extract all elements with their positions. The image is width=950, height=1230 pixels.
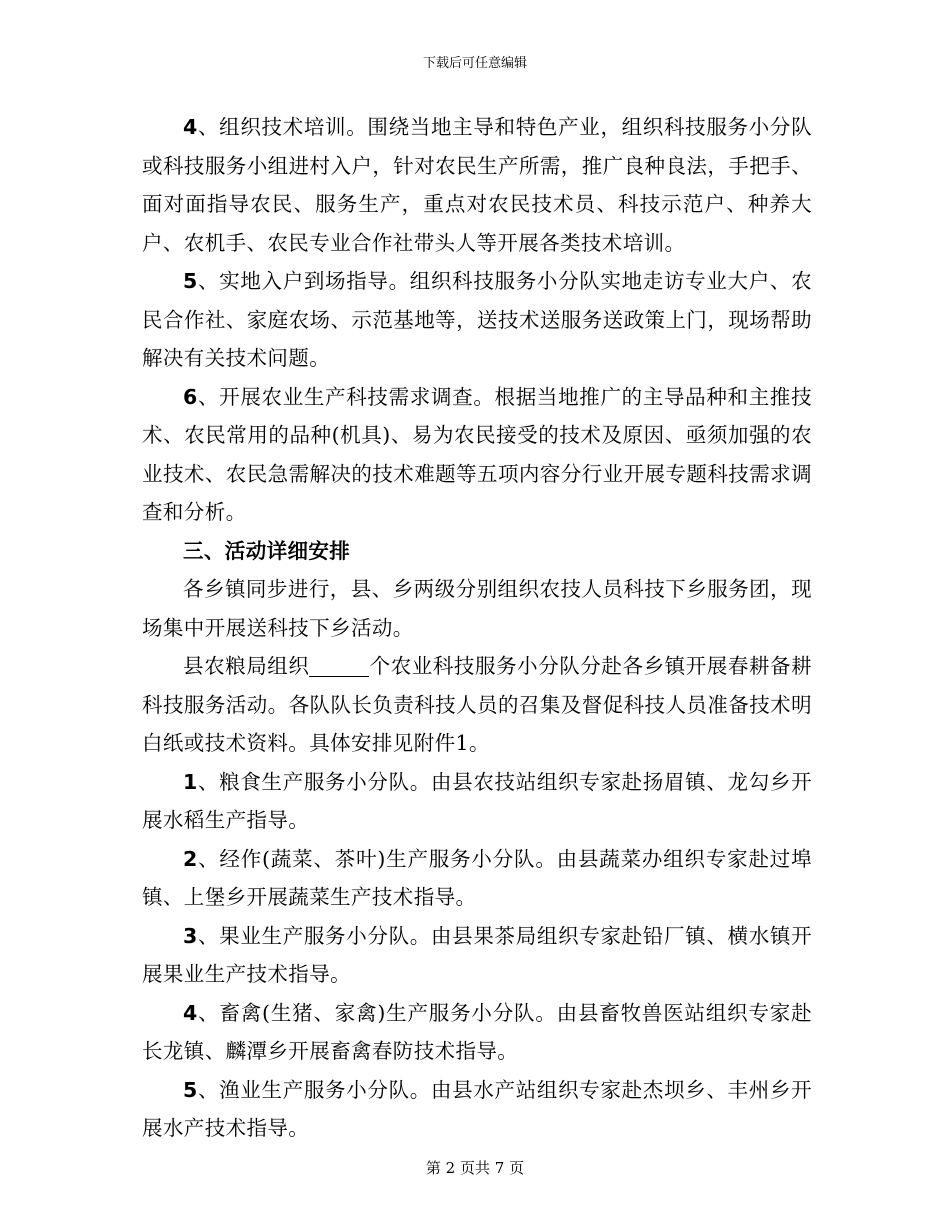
paragraph-text: 、渔业生产服务小分队。由县水产站组织专家赴杰坝乡、丰州乡开展水产技术指导。 (142, 1077, 812, 1140)
paragraph-text: 个农业科技服务小分队分赴各乡镇开展春耕备耕科技服务活动。各队队长负责科技人员的召集及督促科技人员准备技术明白纸或技术资料。具体安排见附件1。 (142, 654, 812, 755)
paragraph-item-6 (142, 378, 812, 532)
paragraph-text: 、组织技术培训。围绕当地主导和特色产业，组织科技服务小分队或科技服务小组进村入户，针对农民生产所需，推广良种良法，手把手、面对面指导农民、服务生产，重点对农民技术员、科技示范户、种养大户、农机手、农民专业合作社带头人等开展各类技术培训。 (142, 115, 812, 255)
item-number: 4 (183, 1000, 198, 1025)
item-number: 5 (183, 1077, 198, 1102)
paragraph-text: 、实地入户到场指导。组织科技服务小分队实地走访专业大户、农民合作社、家庭农场、示范基地等，送技术送服务送政策上门，现场帮助解决有关技术问题。 (142, 269, 812, 370)
team-item-5 (142, 1071, 812, 1148)
paragraph-text: 县农粮局组织 (183, 654, 310, 678)
team-item-2 (142, 840, 812, 917)
item-number: 4 (183, 115, 198, 139)
item-number: 2 (183, 846, 198, 871)
item-number: 3 (183, 923, 198, 948)
team-count-paragraph (142, 647, 812, 763)
paragraph-item-4 (142, 108, 812, 262)
page-header: 下载后可任意编辑 (422, 56, 527, 71)
page-footer: 第 2 页共 7 页 (425, 1159, 525, 1177)
item-number: 5 (183, 269, 198, 293)
team-item-1 (142, 763, 812, 840)
team-item-4 (142, 994, 812, 1071)
paragraph-text: 、粮食生产服务小分队。由县农技站组织专家赴扬眉镇、龙勾乡开展水稻生产指导。 (142, 769, 812, 832)
blank-line (309, 656, 369, 678)
paragraph-text: 、果业生产服务小分队。由县果茶局组织专家赴铅厂镇、横水镇开展果业生产技术指导。 (142, 923, 812, 986)
item-number: 1 (183, 769, 198, 794)
document-body (142, 108, 812, 1148)
paragraph-text: 、开展农业生产科技需求调查。根据当地推广的主导品种和主推技术、农民常用的品种(机具)、易为农民接受的技术及原因、亟须加强的农业技术、农民急需解决的技术难题等五项内容分行业开展专题科技需求调查和分析。 (142, 384, 812, 524)
team-item-3 (142, 917, 812, 994)
section-heading: 三、活动详细安排 (183, 538, 351, 563)
paragraph-text: 、畜禽(生猪、家禽)生产服务小分队。由县畜牧兽医站组织专家赴长龙镇、麟潭乡开展畜禽春防技术指导。 (142, 1000, 812, 1063)
paragraph-text: 、经作(蔬菜、茶叶)生产服务小分队。由县蔬菜办组织专家赴过埠镇、上堡乡开展蔬菜生产技术指导。 (142, 846, 812, 909)
intro-paragraph: 各乡镇同步进行，县、乡两级分别组织农技人员科技下乡服务团，现场集中开展送科技下乡活动。 (142, 577, 812, 640)
item-number: 6 (183, 384, 198, 409)
paragraph-item-5 (142, 262, 812, 378)
